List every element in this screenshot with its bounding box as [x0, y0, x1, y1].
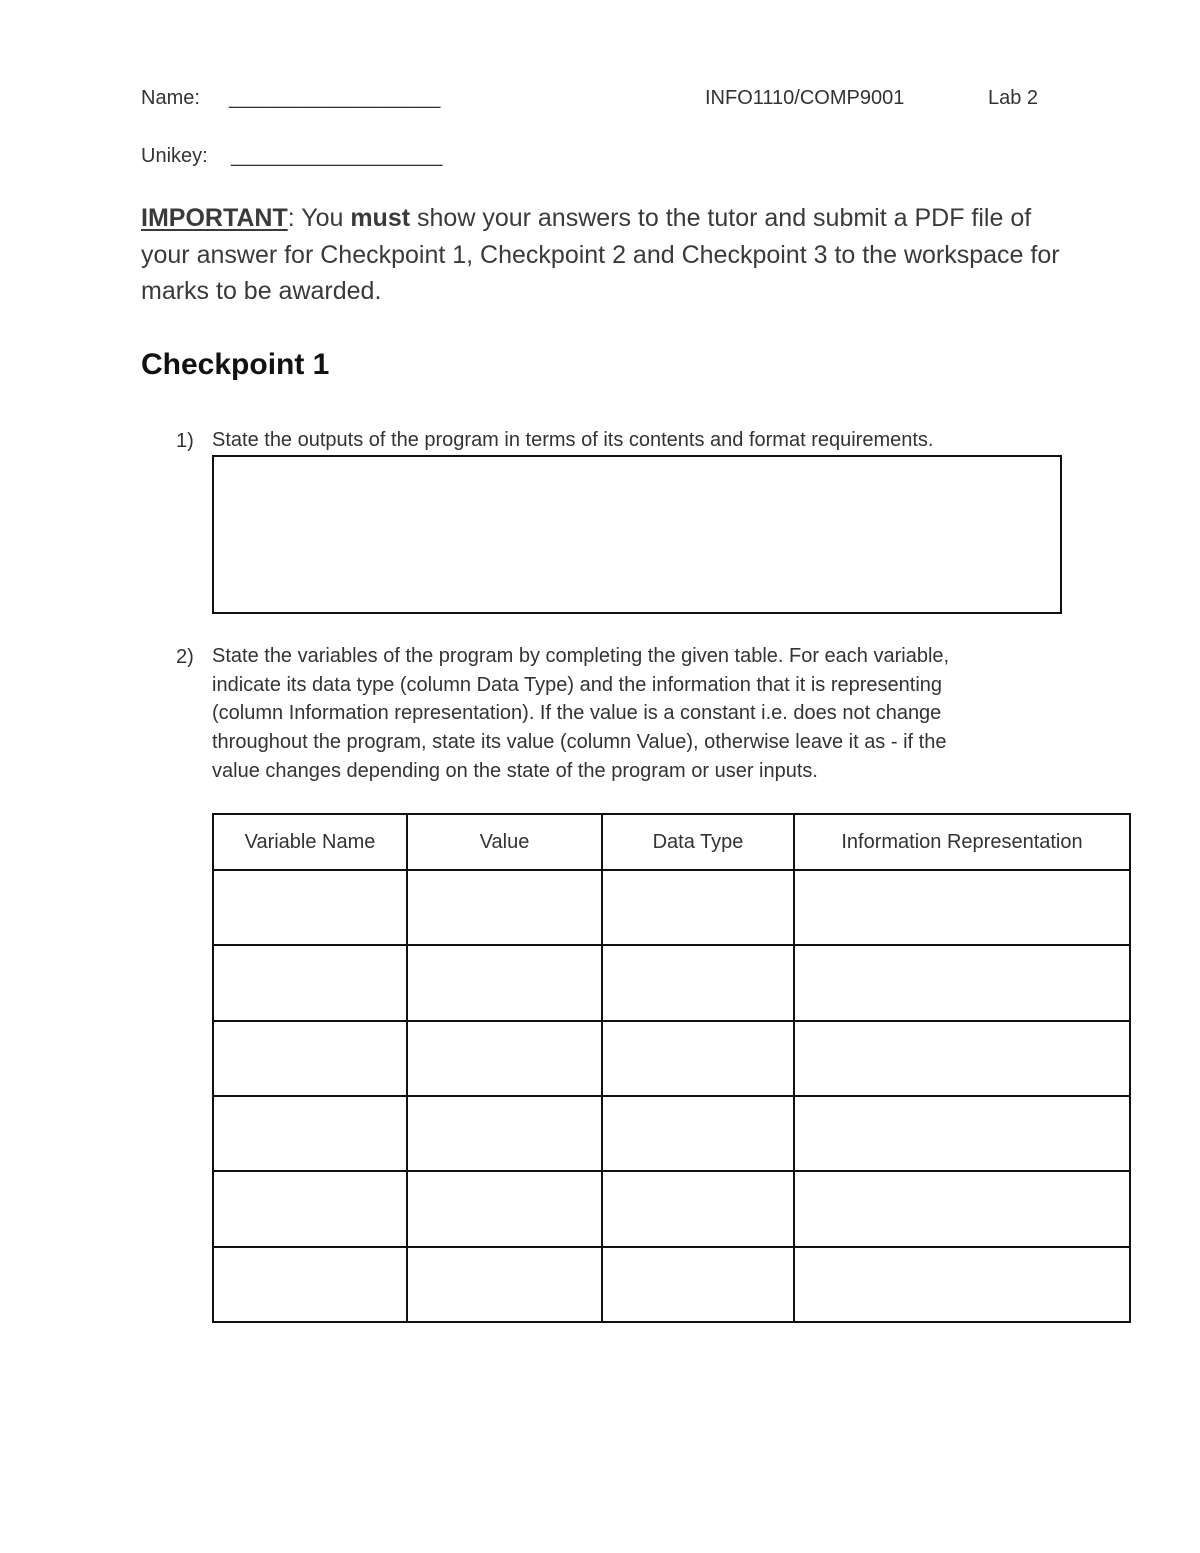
table-cell[interactable] [407, 870, 602, 945]
variable-table [212, 813, 1131, 1323]
table-cell[interactable] [794, 870, 1130, 945]
unikey-label: Unikey: [141, 145, 208, 167]
table-cell[interactable] [407, 945, 602, 1020]
question-2-line: (column Information representation). If the value is a constant i.e. does not change [212, 702, 942, 725]
table-row [213, 1021, 1130, 1096]
question-2-text [212, 642, 949, 786]
table-cell[interactable] [602, 1021, 794, 1096]
table-cell[interactable] [213, 1096, 407, 1171]
question-2-number: 2) [176, 646, 194, 668]
important-notice [141, 200, 1081, 310]
table-cell[interactable] [602, 1171, 794, 1246]
table-header-row [213, 814, 1130, 870]
name-blank-line[interactable]: ___________________ [229, 87, 441, 109]
question-2-line: indicate its data type (column Data Type) and the information that it is representing [212, 673, 943, 696]
table-cell[interactable] [213, 870, 407, 945]
course-code: INFO1110/COMP9001 [705, 87, 905, 109]
table-cell[interactable] [602, 1247, 794, 1322]
table-row [213, 1171, 1130, 1246]
table-cell[interactable] [794, 1171, 1130, 1246]
table-cell[interactable] [407, 1171, 602, 1246]
section-title: Checkpoint 1 [141, 348, 330, 381]
question-1-number: 1) [176, 430, 194, 452]
answer-box[interactable] [212, 455, 1062, 614]
table-row [213, 945, 1130, 1020]
notice-text-after-must: show your answers to the tutor and submit a PDF file of your answer for Checkpoint 1, Checkpoint 2 and Checkpoint 3 to the workspace for marks to be awarded. [141, 204, 1060, 305]
notice-text-before-must: : You [287, 204, 351, 232]
table-cell[interactable] [794, 1247, 1130, 1322]
column-header-information-representation: Information Representation [794, 814, 1130, 870]
column-header-variable-name: Variable Name [213, 814, 407, 870]
table-cell[interactable] [794, 1096, 1130, 1171]
table-cell[interactable] [213, 1247, 407, 1322]
table-cell[interactable] [213, 1021, 407, 1096]
table-cell[interactable] [407, 1021, 602, 1096]
table-cell[interactable] [213, 1171, 407, 1246]
table-cell[interactable] [213, 945, 407, 1020]
table-row [213, 1096, 1130, 1171]
table-cell[interactable] [602, 1096, 794, 1171]
unikey-blank-line[interactable]: ___________________ [231, 145, 443, 167]
table-cell[interactable] [794, 1021, 1130, 1096]
table-cell[interactable] [602, 870, 794, 945]
question-2-line: throughout the program, state its value (column Value), otherwise leave it as - if the [212, 731, 947, 754]
table-row [213, 870, 1130, 945]
important-word: IMPORTANT [141, 204, 288, 232]
table-cell[interactable] [602, 945, 794, 1020]
question-2-line: State the variables of the program by completing the given table. For each variable, [212, 645, 950, 667]
must-word: must [350, 204, 411, 232]
question-1-text: State the outputs of the program in terms of its contents and format requirements. [212, 429, 934, 451]
table-cell[interactable] [407, 1096, 602, 1171]
table-row [213, 1247, 1130, 1322]
question-2-line: value changes depending on the state of the program or user inputs. [212, 759, 818, 782]
table-cell[interactable] [794, 945, 1130, 1020]
column-header-value: Value [407, 814, 602, 870]
column-header-data-type: Data Type [602, 814, 794, 870]
table-cell[interactable] [407, 1247, 602, 1322]
name-label: Name: [141, 87, 200, 109]
lab-label: Lab 2 [988, 87, 1039, 109]
